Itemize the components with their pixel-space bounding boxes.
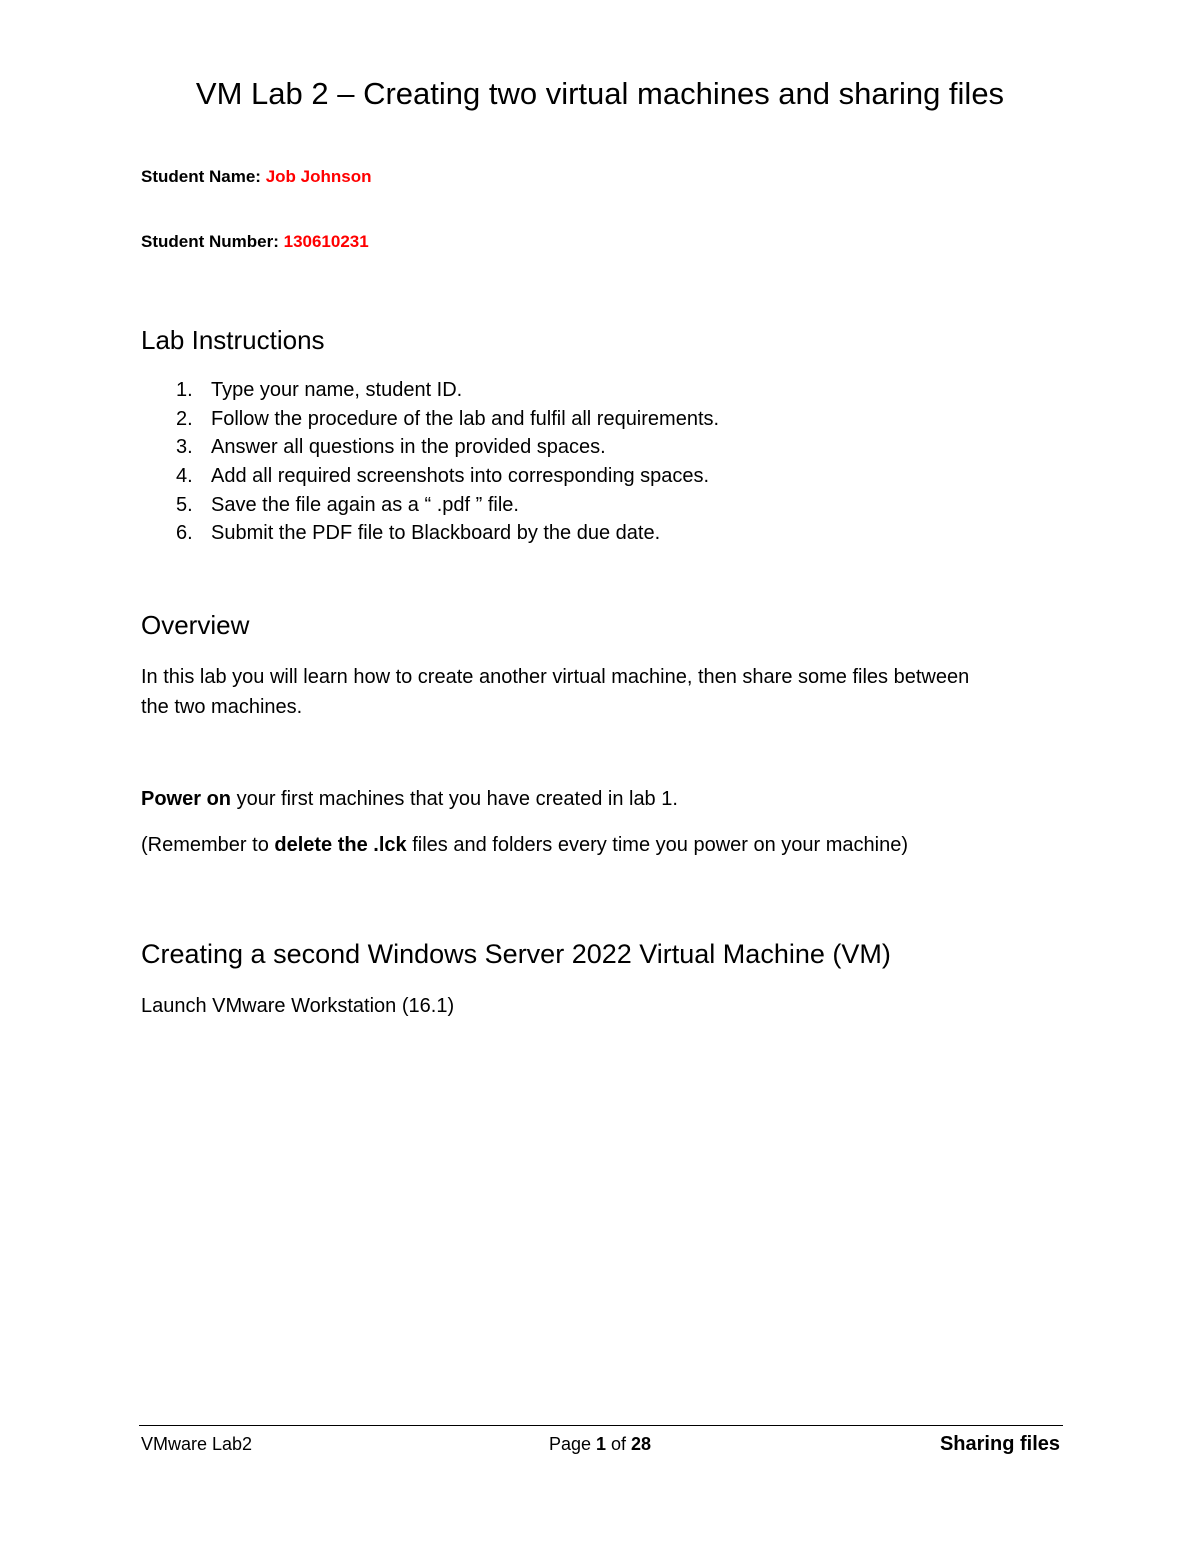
list-item-text: Submit the PDF file to Blackboard by the due date. <box>211 522 661 545</box>
list-item <box>141 491 719 520</box>
remember-bold: delete the .lck <box>274 834 407 856</box>
list-item-text: Save the file again as a “ .pdf ” file. <box>211 493 519 516</box>
creating-vm-heading: Creating a second Windows Server 2022 Virtual Machine (VM) <box>141 939 891 969</box>
list-item <box>141 376 719 405</box>
launch-vmware-text: Launch VMware Workstation (16.1) <box>141 995 455 1017</box>
remember-text-pre: (Remember to <box>141 834 275 856</box>
list-item <box>141 405 719 434</box>
list-item-number: 5. <box>176 493 193 516</box>
instructions-list <box>141 376 719 548</box>
list-item-number: 4. <box>176 465 193 488</box>
list-item <box>141 519 719 548</box>
list-item-text: Answer all questions in the provided spaces. <box>211 436 606 459</box>
list-item-number: 3. <box>176 436 193 459</box>
list-item-number: 1. <box>176 379 193 401</box>
remember-text-post: files and folders every time you power on your machine) <box>406 834 909 856</box>
page-prefix: Page <box>548 1434 596 1454</box>
power-on-bold: Power on <box>141 788 232 810</box>
page-of: of <box>606 1434 632 1454</box>
remember-paragraph <box>141 830 908 860</box>
overview-paragraph-line-1: In this lab you will learn how to create another virtual machine, then share some files between <box>141 666 970 688</box>
list-item-text: Follow the procedure of the lab and fulfil all requirements. <box>211 407 720 430</box>
footer-left: VMware Lab2 <box>141 1434 253 1454</box>
student-name-value: Job Johnson <box>265 167 372 186</box>
overview-heading: Overview <box>141 610 250 640</box>
student-name-label: Student Name: <box>141 167 266 186</box>
student-number-value: 130610231 <box>283 232 369 251</box>
student-number-field <box>141 231 369 253</box>
list-item-text: Add all required screenshots into corresponding spaces. <box>211 465 710 488</box>
list-item-number: 2. <box>176 407 193 430</box>
footer-right: Sharing files <box>939 1433 1060 1455</box>
power-on-text: your first machines that you have created in lab 1. <box>231 788 678 810</box>
overview-paragraph-line-2: the two machines. <box>141 696 303 718</box>
lab-instructions-heading: Lab Instructions <box>141 325 325 355</box>
student-number-label: Student Number: <box>141 232 284 251</box>
power-on-paragraph <box>141 784 678 814</box>
list-item <box>141 462 719 491</box>
footer-divider <box>139 1425 1063 1426</box>
list-item-number: 6. <box>176 522 193 545</box>
page-current: 1 <box>595 1434 606 1454</box>
page-total: 28 <box>631 1434 652 1454</box>
list-item-text: Type your name, student ID. <box>211 379 463 401</box>
student-name-field <box>141 166 371 188</box>
list-item <box>141 433 719 462</box>
document-title: VM Lab 2 – Creating two virtual machines and sharing files <box>195 76 1005 111</box>
